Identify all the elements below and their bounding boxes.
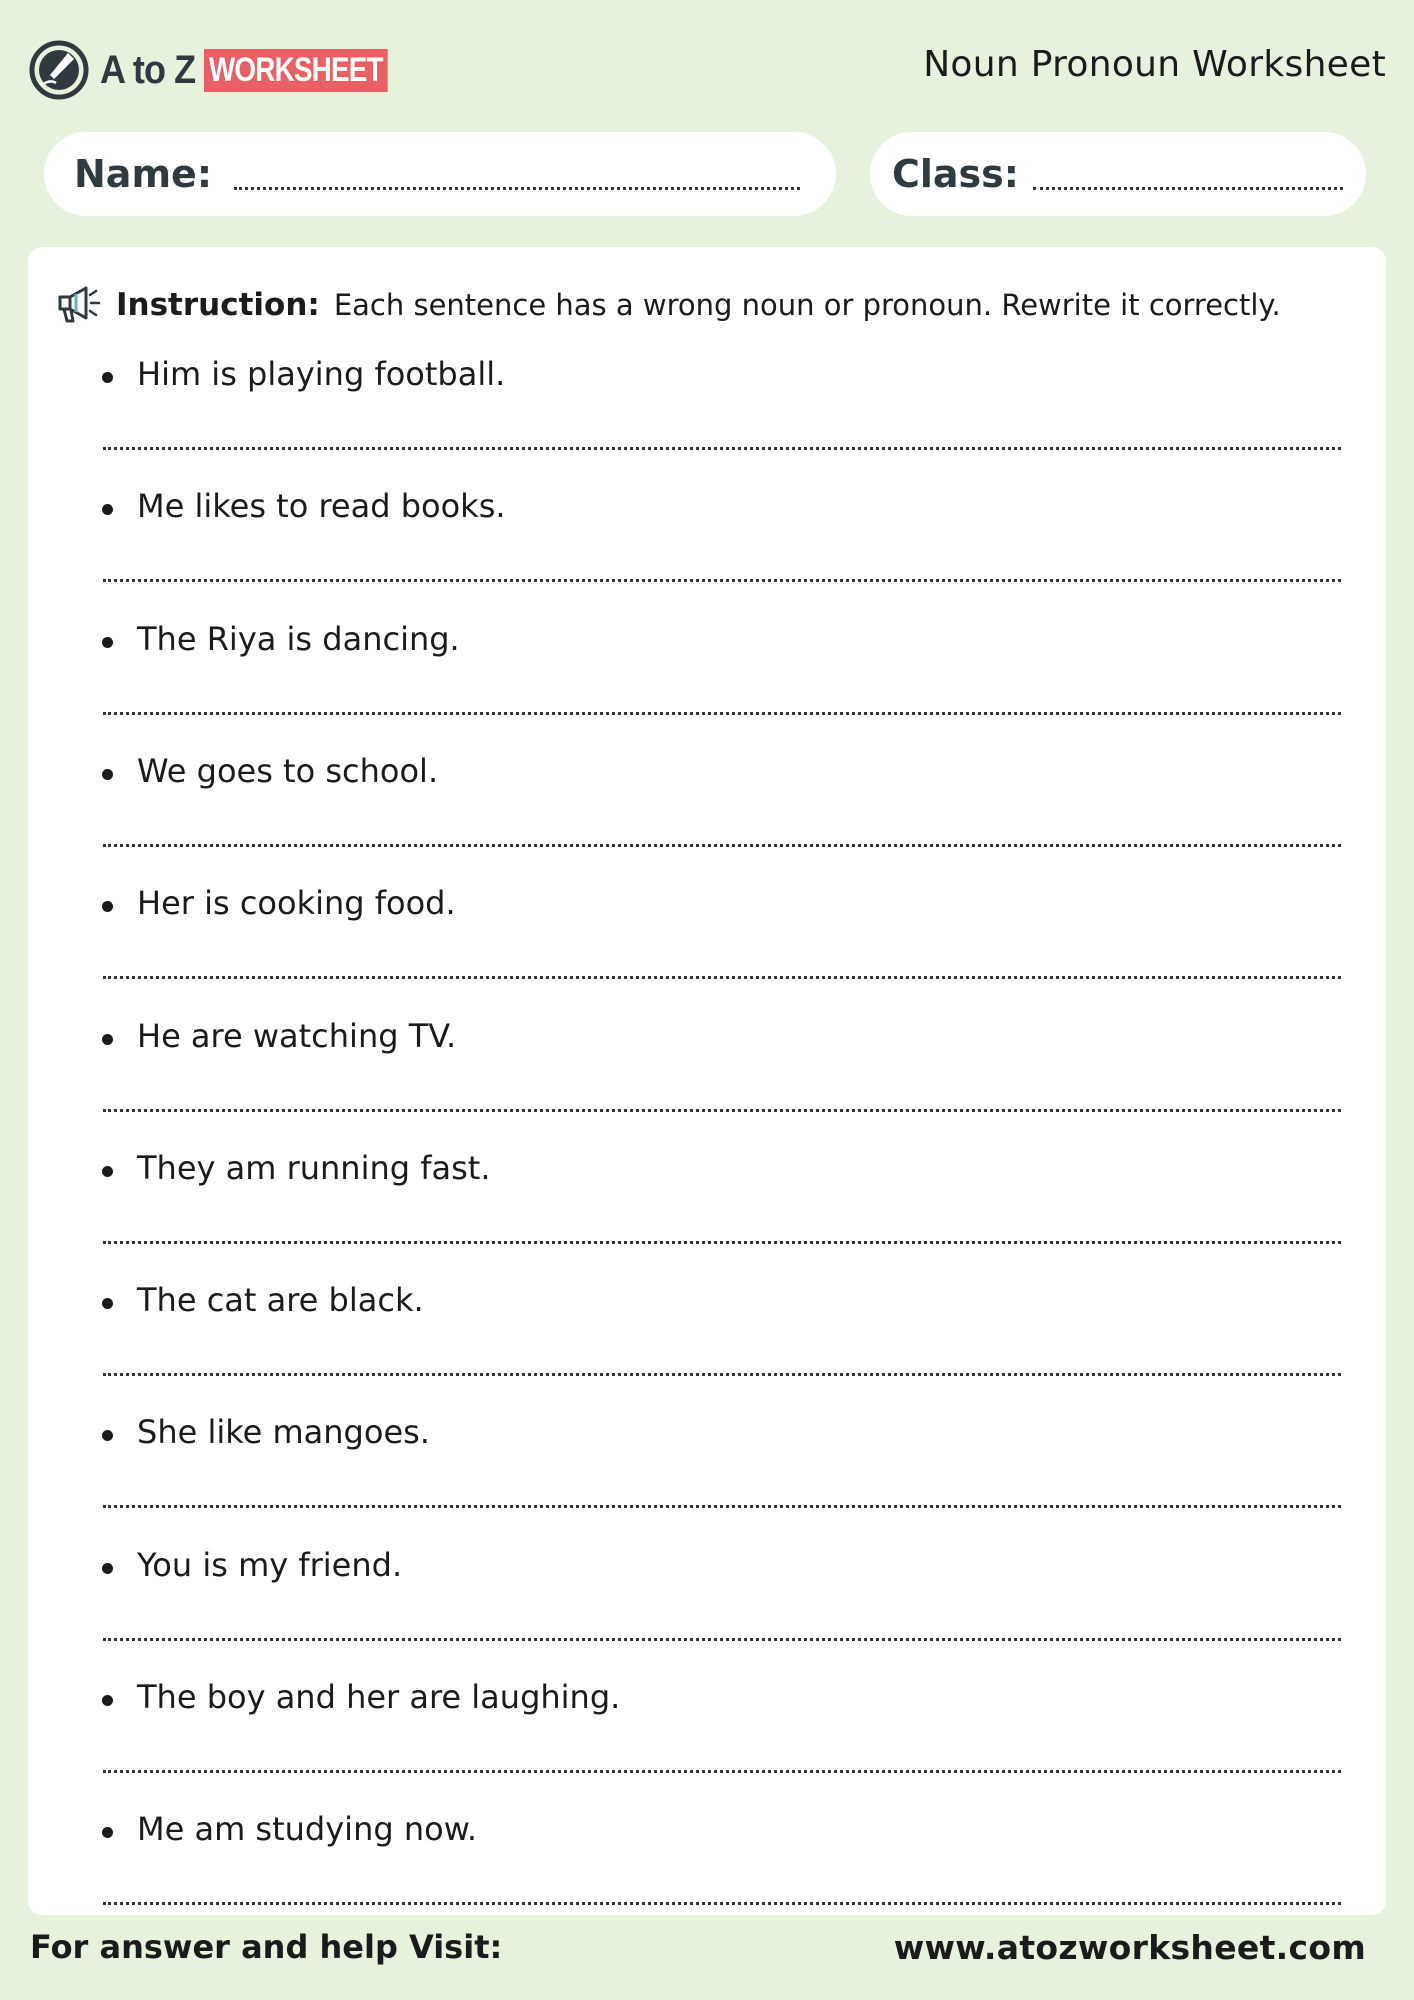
- sentence-text: He are watching TV.: [137, 1017, 457, 1055]
- sentence-text: The cat are black.: [137, 1281, 424, 1319]
- class-write-line: [1033, 187, 1343, 190]
- name-label: Name:: [74, 152, 213, 196]
- sentence-text: She like mangoes.: [137, 1413, 430, 1451]
- sentence-text: Her is cooking food.: [137, 884, 456, 922]
- sentence-text: We goes to school.: [137, 752, 439, 790]
- answer-write-line: [103, 844, 1341, 847]
- answer-write-line: [103, 712, 1341, 715]
- answer-write-line: [103, 976, 1341, 979]
- sentence-text: The Riya is dancing.: [137, 620, 460, 658]
- answer-write-line: [103, 1109, 1341, 1112]
- bullet-icon: [102, 1166, 113, 1177]
- sentence-text: Me am studying now.: [137, 1810, 478, 1848]
- footer-help-text: For answer and help Visit:: [30, 1928, 503, 1966]
- bullet-icon: [102, 1827, 113, 1838]
- instruction-label: Instruction:: [116, 287, 320, 323]
- bullet-icon: [102, 769, 113, 780]
- answer-write-line: [103, 579, 1341, 582]
- bullet-icon: [102, 1695, 113, 1706]
- sentence-text: Me likes to read books.: [137, 487, 506, 525]
- sentence-text: They am running fast.: [137, 1149, 491, 1187]
- bullet-icon: [102, 504, 113, 515]
- brand-text: A to Z: [100, 47, 196, 92]
- instruction-text: Each sentence has a wrong noun or pronoun. Rewrite it correctly.: [333, 288, 1281, 322]
- bullet-icon: [102, 637, 113, 648]
- class-field: [870, 132, 1366, 216]
- sentence-list: [28, 247, 1386, 1915]
- answer-write-line: [103, 1770, 1341, 1773]
- sentence-text: Him is playing football.: [137, 355, 506, 393]
- brand-badge: WORKSHEET: [204, 49, 388, 92]
- answer-write-line: [103, 1373, 1341, 1376]
- sentence-text: The boy and her are laughing.: [137, 1678, 621, 1716]
- answer-write-line: [103, 1638, 1341, 1641]
- bullet-icon: [102, 1430, 113, 1441]
- answer-write-line: [103, 1241, 1341, 1244]
- brand-logo: [28, 38, 428, 102]
- name-write-line: [234, 187, 800, 190]
- sentence-text: You is my friend.: [137, 1546, 403, 1584]
- answer-write-line: [103, 447, 1341, 450]
- answer-write-line: [103, 1505, 1341, 1508]
- footer-website-link[interactable]: www.atozworksheet.com: [893, 1928, 1366, 1967]
- bullet-icon: [102, 901, 113, 912]
- bullet-icon: [102, 1298, 113, 1309]
- name-field: [44, 132, 836, 216]
- class-label: Class:: [892, 152, 1019, 196]
- pen-in-circle-icon: [28, 39, 90, 101]
- bullet-icon: [102, 372, 113, 383]
- bullet-icon: [102, 1034, 113, 1045]
- bullet-icon: [102, 1563, 113, 1574]
- answer-write-line: [103, 1902, 1341, 1905]
- exercise-card: [28, 247, 1386, 1915]
- page-title: Noun Pronoun Worksheet: [923, 44, 1386, 85]
- worksheet-header: [0, 0, 1414, 130]
